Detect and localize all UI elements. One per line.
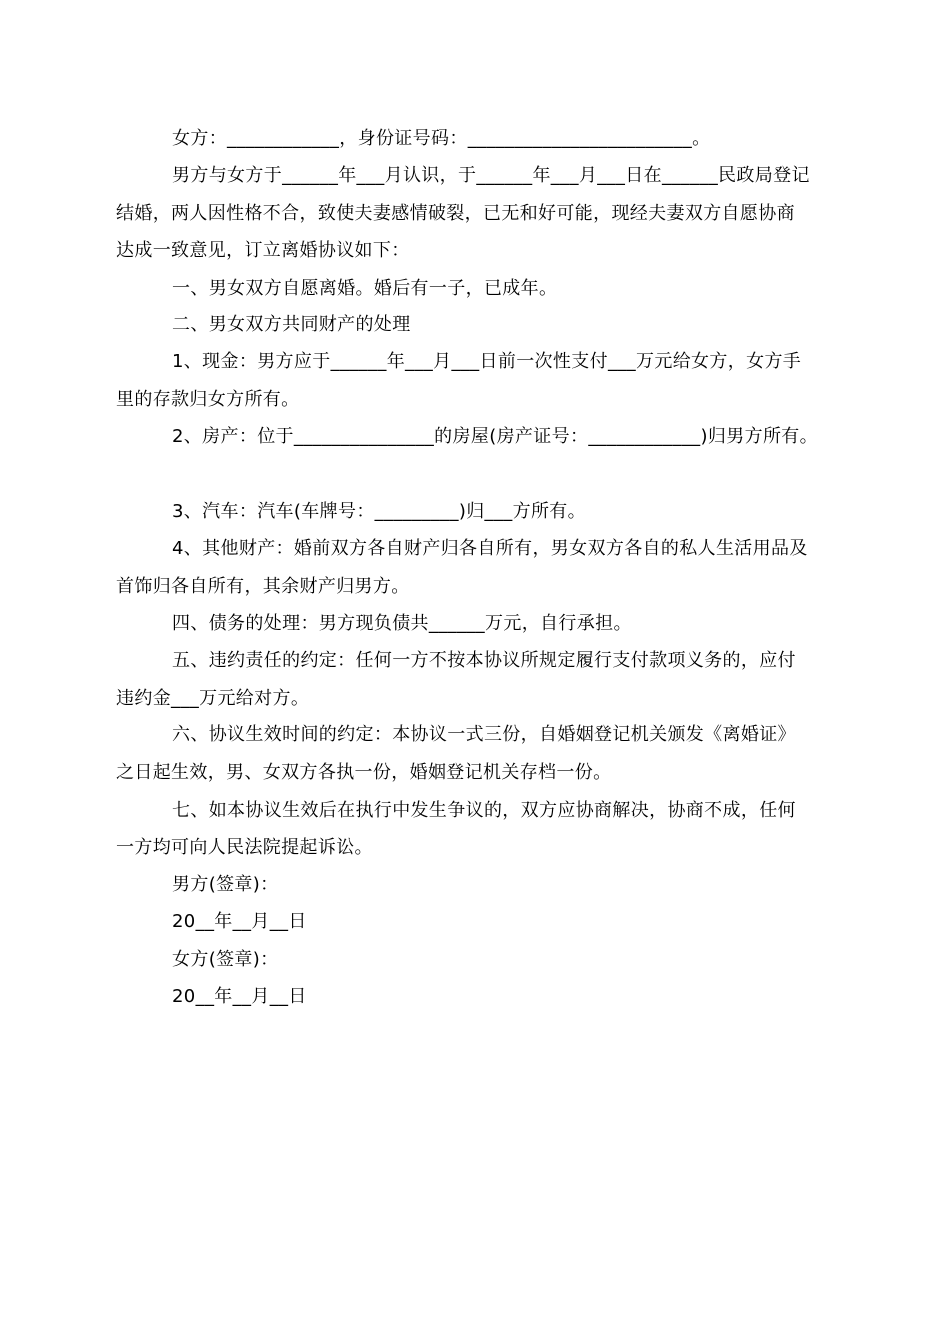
item-cash: 1、现金：男方应于______年___月___日前一次性支付___万元给女方，女方手 [172, 351, 802, 372]
clause-1: 一、男女双方自愿离婚。婚后有一子，已成年。 [172, 278, 558, 299]
wife-signature: 女方(签章)： [172, 949, 279, 970]
clause-7: 七、如本协议生效后在执行中发生争议的，双方应协商解决，协商不成，任何 [172, 800, 796, 821]
marriage-info-line-3: 达成一致意见，订立离婚协议如下： [116, 240, 410, 261]
item-other-property-cont: 首饰归各自所有，其余财产归男方。 [116, 576, 410, 597]
marriage-info-line: 男方与女方于______年___月认识，于______年___月___日在______民政局登记 [172, 165, 810, 186]
wife-date: 20__年__月__日 [172, 986, 307, 1007]
item-other-property: 4、其他财产：婚前双方各自财产归各自所有，男女双方各自的私人生活用品及 [172, 538, 808, 559]
clause-6-cont: 之日起生效，男、女双方各执一份，婚姻登记机关存档一份。 [116, 762, 612, 783]
item-car: 3、汽车：汽车(车牌号：_________)归___方所有。 [172, 501, 586, 522]
marriage-info-line-2: 结婚，两人因性格不合，致使夫妻感情破裂，已无和好可能，现经夫妻双方自愿协商 [116, 203, 795, 224]
clause-7-cont: 一方均可向人民法院提起诉讼。 [116, 837, 373, 858]
wife-info-line: 女方：____________，身份证号码：________________________。 [172, 128, 711, 149]
clause-5-cont: 违约金___万元给对方。 [116, 688, 310, 709]
item-house: 2、房产：位于_______________的房屋(房产证号：____________)归男方所有。 [172, 426, 818, 447]
husband-date: 20__年__月__日 [172, 911, 307, 932]
clause-5: 五、违约责任的约定：任何一方不按本协议所规定履行支付款项义务的，应付 [172, 650, 796, 671]
clause-2-heading: 二、男女双方共同财产的处理 [172, 314, 411, 335]
clause-6: 六、协议生效时间的约定：本协议一式三份，自婚姻登记机关颁发《离婚证》 [172, 724, 796, 745]
clause-4: 四、债务的处理：男方现负债共______万元，自行承担。 [172, 613, 632, 634]
item-cash-cont: 里的存款归女方所有。 [116, 389, 300, 410]
husband-signature: 男方(签章)： [172, 874, 279, 895]
